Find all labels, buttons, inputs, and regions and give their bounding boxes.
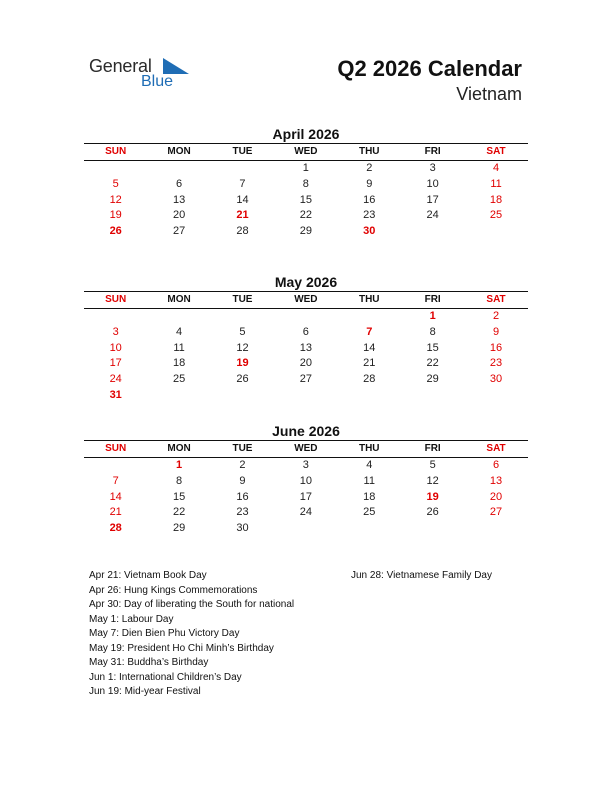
- day-cell: 27: [299, 373, 312, 386]
- weekday-label: THU: [358, 443, 380, 454]
- day-cell: 10: [426, 177, 439, 190]
- week-row: [84, 224, 528, 240]
- empty-day-cell: [147, 388, 210, 404]
- holiday-entry: May 31: Buddha’s Birthday: [89, 657, 209, 668]
- day-cell: 2: [239, 459, 246, 471]
- weekday-header-row: [84, 291, 528, 309]
- day-cell: 9: [366, 177, 373, 190]
- weekday-label: SUN: [105, 294, 127, 305]
- empty-day-cell: [84, 309, 147, 325]
- week-row: [84, 458, 528, 474]
- day-cell: 14: [363, 341, 376, 354]
- day-cell: 11: [490, 177, 502, 190]
- day-cell: 15: [299, 193, 312, 206]
- weekday-label: WED: [294, 146, 318, 157]
- day-cell: 13: [299, 341, 312, 354]
- day-cell: 27: [172, 225, 186, 238]
- weekday-label: TUE: [232, 146, 253, 157]
- day-cell: 3: [112, 325, 119, 338]
- empty-day-cell: [211, 309, 274, 325]
- day-cell: 3: [302, 459, 309, 471]
- day-cell: 24: [109, 373, 122, 386]
- weekday-label: SUN: [105, 443, 127, 454]
- day-cell: 14: [109, 490, 122, 503]
- page-title: Q2 2026 Calendar: [337, 56, 522, 81]
- day-cell: 11: [173, 341, 185, 354]
- weekday-header-row: [84, 440, 528, 458]
- month-title: May 2026: [274, 274, 338, 290]
- day-cell: 10: [109, 341, 122, 354]
- holiday-entry: Jun 19: Mid-year Festival: [89, 686, 201, 697]
- day-cell: 17: [299, 490, 312, 503]
- day-cell: 28: [236, 225, 249, 238]
- day-cell: 4: [176, 325, 183, 338]
- empty-day-cell: [338, 521, 401, 537]
- weekday-label: SAT: [486, 146, 506, 157]
- weekday-label: THU: [358, 146, 380, 157]
- empty-day-cell: [211, 161, 274, 177]
- empty-day-cell: [274, 388, 337, 404]
- day-cell: 18: [363, 490, 376, 503]
- empty-day-cell: [401, 224, 464, 240]
- day-cell: 29: [172, 522, 186, 535]
- day-cell: 23: [236, 506, 249, 519]
- day-cell: 17: [426, 193, 439, 206]
- empty-day-cell: [338, 388, 401, 404]
- empty-day-cell: [464, 224, 527, 240]
- weekday-header-row: [84, 143, 528, 161]
- week-row: [84, 341, 528, 357]
- day-cell: 29: [299, 225, 312, 238]
- week-row: [84, 505, 528, 521]
- day-cell: 19: [236, 357, 249, 370]
- day-cell: 6: [492, 459, 500, 471]
- weekday-label: FRI: [424, 146, 441, 157]
- day-cell: 13: [489, 474, 503, 487]
- day-cell: 20: [299, 357, 312, 370]
- day-cell: 12: [426, 474, 439, 487]
- week-row: [84, 161, 528, 177]
- week-row: [84, 474, 528, 490]
- month-may: [84, 273, 528, 404]
- holiday-list-right: [351, 569, 492, 584]
- day-cell: 13: [172, 193, 186, 206]
- day-cell: 7: [112, 474, 119, 487]
- day-cell: 26: [236, 373, 249, 386]
- day-cell: 22: [426, 357, 439, 370]
- day-cell: 11: [363, 474, 375, 487]
- week-row: [84, 325, 528, 341]
- holiday-entry: Jun 28: Vietnamese Family Day: [351, 570, 492, 581]
- empty-day-cell: [147, 309, 210, 325]
- week-row: [84, 356, 528, 372]
- day-cell: 22: [299, 209, 312, 222]
- day-cell: 1: [429, 310, 436, 322]
- day-cell: 24: [299, 506, 312, 519]
- holiday-entry: May 19: President Ho Chi Minh’s Birthday: [89, 642, 274, 654]
- day-cell: 16: [236, 490, 249, 503]
- day-cell: 4: [492, 162, 500, 174]
- day-cell: 6: [176, 177, 183, 190]
- country-name: Vietnam: [456, 84, 522, 104]
- day-cell: 20: [489, 490, 503, 503]
- day-cell: 31: [109, 388, 122, 401]
- week-row: [84, 388, 528, 404]
- weekday-label: TUE: [232, 443, 253, 454]
- day-cell: 14: [236, 193, 249, 206]
- month-title: April 2026: [272, 126, 340, 142]
- day-cell: 21: [363, 357, 376, 370]
- day-cell: 3: [429, 162, 436, 174]
- day-cell: 12: [109, 193, 122, 206]
- weekday-label: SUN: [105, 146, 127, 157]
- week-row: [84, 372, 528, 388]
- day-cell: 16: [489, 341, 503, 354]
- day-cell: 6: [302, 325, 309, 338]
- day-cell: 18: [489, 193, 503, 206]
- day-cell: 25: [363, 506, 376, 519]
- day-cell: 7: [366, 325, 373, 338]
- day-cell: 15: [426, 341, 439, 354]
- holiday-entry: Jun 1: International Children’s Day: [89, 671, 242, 683]
- week-row: [84, 177, 528, 193]
- day-cell: 23: [363, 209, 376, 222]
- weekday-label: SAT: [486, 294, 506, 305]
- empty-day-cell: [338, 309, 401, 325]
- day-cell: 9: [492, 325, 500, 338]
- day-cell: 26: [426, 506, 439, 519]
- day-cell: 8: [302, 177, 309, 190]
- day-cell: 15: [172, 490, 186, 503]
- weekday-label: MON: [167, 443, 191, 454]
- holiday-entry: May 1: Labour Day: [89, 613, 174, 625]
- day-cell: 8: [176, 474, 183, 487]
- weekday-label: TUE: [232, 294, 253, 305]
- empty-day-cell: [464, 521, 527, 537]
- week-row: [84, 309, 528, 325]
- day-cell: 21: [109, 506, 122, 519]
- empty-day-cell: [401, 388, 464, 404]
- day-cell: 1: [302, 162, 309, 174]
- day-cell: 7: [239, 177, 246, 190]
- day-cell: 17: [109, 357, 122, 370]
- empty-day-cell: [84, 458, 147, 474]
- week-row: [84, 208, 528, 224]
- day-cell: 5: [239, 325, 246, 338]
- week-row: [84, 193, 528, 209]
- month-april: [84, 125, 528, 240]
- day-cell: 18: [172, 357, 186, 370]
- weekday-label: WED: [294, 443, 318, 454]
- holiday-entry: May 7: Dien Bien Phu Victory Day: [89, 628, 240, 639]
- day-cell: 25: [489, 209, 503, 222]
- day-cell: 25: [172, 373, 186, 386]
- holiday-entry: Apr 30: Day of liberating the South for national: [89, 599, 295, 610]
- day-cell: 30: [489, 373, 503, 386]
- weekday-label: THU: [358, 294, 380, 305]
- day-cell: 28: [363, 373, 376, 386]
- holiday-entry: Apr 26: Hung Kings Commemorations: [89, 584, 258, 596]
- day-cell: 9: [239, 474, 246, 487]
- day-cell: 29: [426, 373, 439, 386]
- empty-day-cell: [211, 388, 274, 404]
- holiday-list-left: [89, 569, 294, 700]
- day-cell: 16: [363, 193, 376, 206]
- empty-day-cell: [464, 388, 527, 404]
- month-june: [84, 422, 528, 537]
- day-cell: 1: [176, 459, 183, 471]
- month-title: June 2026: [272, 423, 340, 439]
- day-cell: 12: [236, 341, 249, 354]
- brand-logo: [89, 56, 189, 92]
- holiday-entry: Apr 21: Vietnam Book Day: [89, 570, 207, 581]
- day-cell: 10: [299, 474, 312, 487]
- day-cell: 5: [112, 177, 119, 190]
- day-cell: 22: [172, 506, 186, 519]
- day-cell: 26: [109, 225, 122, 238]
- week-row: [84, 490, 528, 506]
- day-cell: 19: [109, 209, 122, 222]
- day-cell: 2: [366, 162, 373, 174]
- weekday-label: SAT: [486, 443, 506, 454]
- day-cell: 2: [492, 310, 500, 322]
- logo-word-general: General: [89, 56, 152, 76]
- weekday-label: WED: [294, 294, 318, 305]
- day-cell: 8: [429, 325, 436, 338]
- empty-day-cell: [274, 309, 337, 325]
- day-cell: 23: [489, 357, 503, 370]
- weekday-label: FRI: [424, 294, 441, 305]
- weekday-label: FRI: [424, 443, 441, 454]
- weekday-label: MON: [167, 294, 191, 305]
- day-cell: 20: [172, 209, 186, 222]
- day-cell: 24: [426, 209, 439, 222]
- week-row: [84, 521, 528, 537]
- day-cell: 19: [426, 490, 439, 503]
- day-cell: 30: [363, 225, 376, 238]
- empty-day-cell: [274, 521, 337, 537]
- weekday-label: MON: [167, 146, 191, 157]
- empty-day-cell: [147, 161, 210, 177]
- day-cell: 28: [109, 522, 122, 535]
- day-cell: 4: [366, 459, 373, 471]
- logo-word-blue: Blue: [141, 73, 174, 90]
- empty-day-cell: [84, 161, 147, 177]
- empty-day-cell: [401, 521, 464, 537]
- day-cell: 30: [236, 522, 249, 535]
- day-cell: 21: [236, 209, 249, 222]
- day-cell: 27: [489, 506, 503, 519]
- day-cell: 5: [429, 459, 436, 471]
